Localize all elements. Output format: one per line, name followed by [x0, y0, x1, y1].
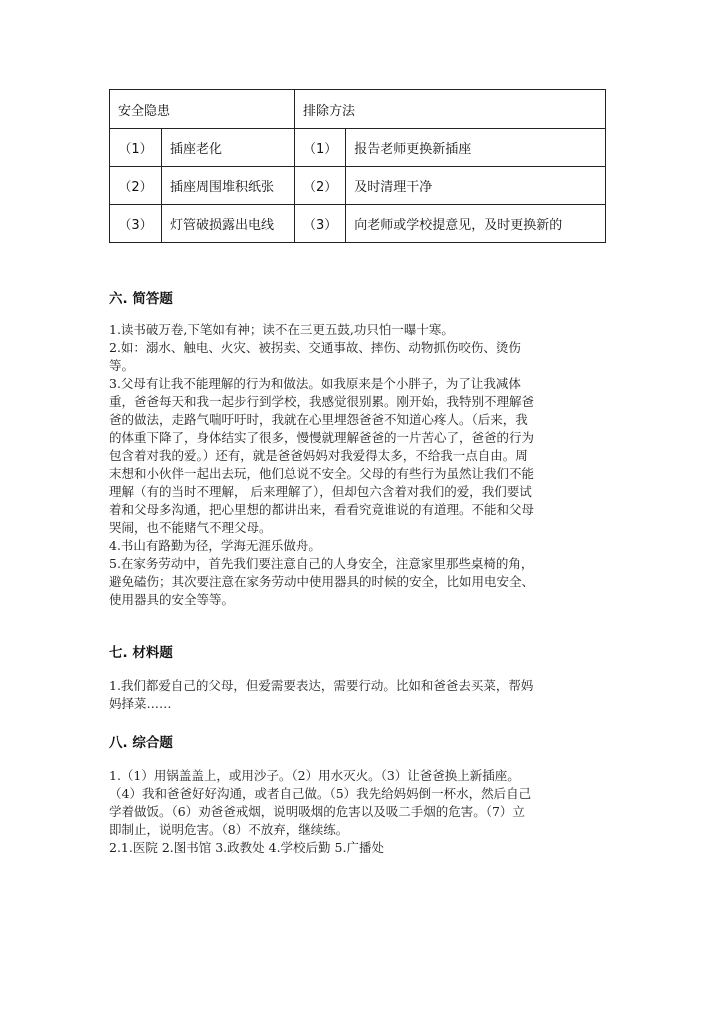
text-line: 爸的做法，走路气喘吁吁时，我就在心里埋怨爸爸不知道心疼人。（后来，我	[109, 412, 528, 427]
header-hazard: 安全隐患	[110, 90, 295, 129]
text-line: 妈择菜……	[109, 696, 172, 711]
text-line: 的体重下降了，身体结实了很多，慢慢就理解爸爸的一片苦心了，爸爸的行为	[109, 430, 535, 445]
table-row	[110, 167, 606, 205]
text-line: 重，爸爸每天和我一起步行到学校，我感觉很别累。刚开始，我特别不理解爸	[109, 394, 535, 409]
row-number: （2）	[110, 167, 162, 205]
text-line: 使用器具的安全等等。	[109, 592, 235, 607]
table-row	[110, 129, 606, 167]
text-line: 理解（有的当时不理解， 后来理解了），但却包六含着对我们的爱，我们要试	[109, 484, 532, 499]
text-line: 1.（1）用锅盖盖上，或用沙子。（2）用水灭火。（3）让爸爸换上新插座。	[109, 768, 520, 783]
row-number: （3）	[295, 205, 346, 243]
table-header-row	[110, 90, 606, 129]
text-line: 避免磕伤；其次要注意在家务劳动中使用器具的时候的安全，比如用电安全、	[109, 574, 535, 589]
hazard-table	[109, 89, 606, 243]
text-line: 5.在家务劳动中，首先我们要注意自己的人身安全，注意家里那些桌椅的角，	[109, 556, 534, 571]
hazard-cell: 灯管破损露出电线	[162, 205, 295, 243]
text-line: 即制止，说明危害。（8）不放弃，继续练。	[109, 822, 349, 837]
comprehensive-body	[109, 767, 614, 857]
row-number: （1）	[110, 129, 162, 167]
text-line: 3.父母有让我不能理解的行为和做法。如我原来是个小胖子，为了让我减体	[109, 376, 521, 391]
header-fix: 排除方法	[295, 90, 606, 129]
text-line: 等。	[109, 358, 135, 373]
text-line: 1.读书破万卷,下笔如有神；读不在三更五鼓,功只怕一曝十寒。	[109, 322, 454, 337]
text-line: 2.1.医院 2.图书馆 3.政教处 4.学校后勤 5.广播处	[109, 840, 384, 855]
text-line: 4.书山有路勤为径，学海无涯乐做舟。	[109, 538, 321, 553]
material-body	[109, 677, 614, 713]
text-line: 学着做饭。（6）劝爸爸戒烟，说明吸烟的危害以及吸二手烟的危害。（7）立	[109, 804, 525, 819]
section-title-comprehensive: 八. 综合题	[109, 735, 173, 751]
hazard-cell: 插座老化	[162, 129, 295, 167]
table-row	[110, 205, 606, 243]
text-line: 2.如：溺水、触电、火灾、被拐卖、交通事故、摔伤、动物抓伤咬伤、烫伤	[109, 340, 521, 355]
text-line: 哭闹，也不能赌气不理父母。	[109, 520, 272, 535]
short-answer-body	[109, 321, 614, 609]
section-title-short-answer: 六. 简答题	[109, 291, 173, 307]
fix-cell: 向老师或学校提意见，及时更换新的	[346, 205, 606, 243]
row-number: （3）	[110, 205, 162, 243]
section-title-material: 七. 材料题	[109, 645, 173, 661]
fix-cell: 及时清理干净	[346, 167, 606, 205]
text-line: 末想和小伙伴一起出去玩，他们总说不安全。父母的有些行为虽然让我们不能	[109, 466, 535, 481]
hazard-cell: 插座周围堆积纸张	[162, 167, 295, 205]
text-line: （4）我和爸爸好好沟通，或者自己做。（5）我先给妈妈倒一杯水，然后自己	[109, 786, 532, 801]
row-number: （1）	[295, 129, 346, 167]
text-line: 着和父母多沟通，把心里想的都讲出来，看看究竟谁说的有道理。不能和父母	[109, 502, 535, 517]
text-line: 1.我们都爱自己的父母，但爱需要表达，需要行动。比如和爸爸去买菜，帮妈	[109, 678, 534, 693]
fix-cell: 报告老师更换新插座	[346, 129, 606, 167]
text-line: 包含着对我的爱。）还有，就是爸爸妈妈对我爱得太多，不给我一点自由。周	[109, 448, 528, 463]
row-number: （2）	[295, 167, 346, 205]
